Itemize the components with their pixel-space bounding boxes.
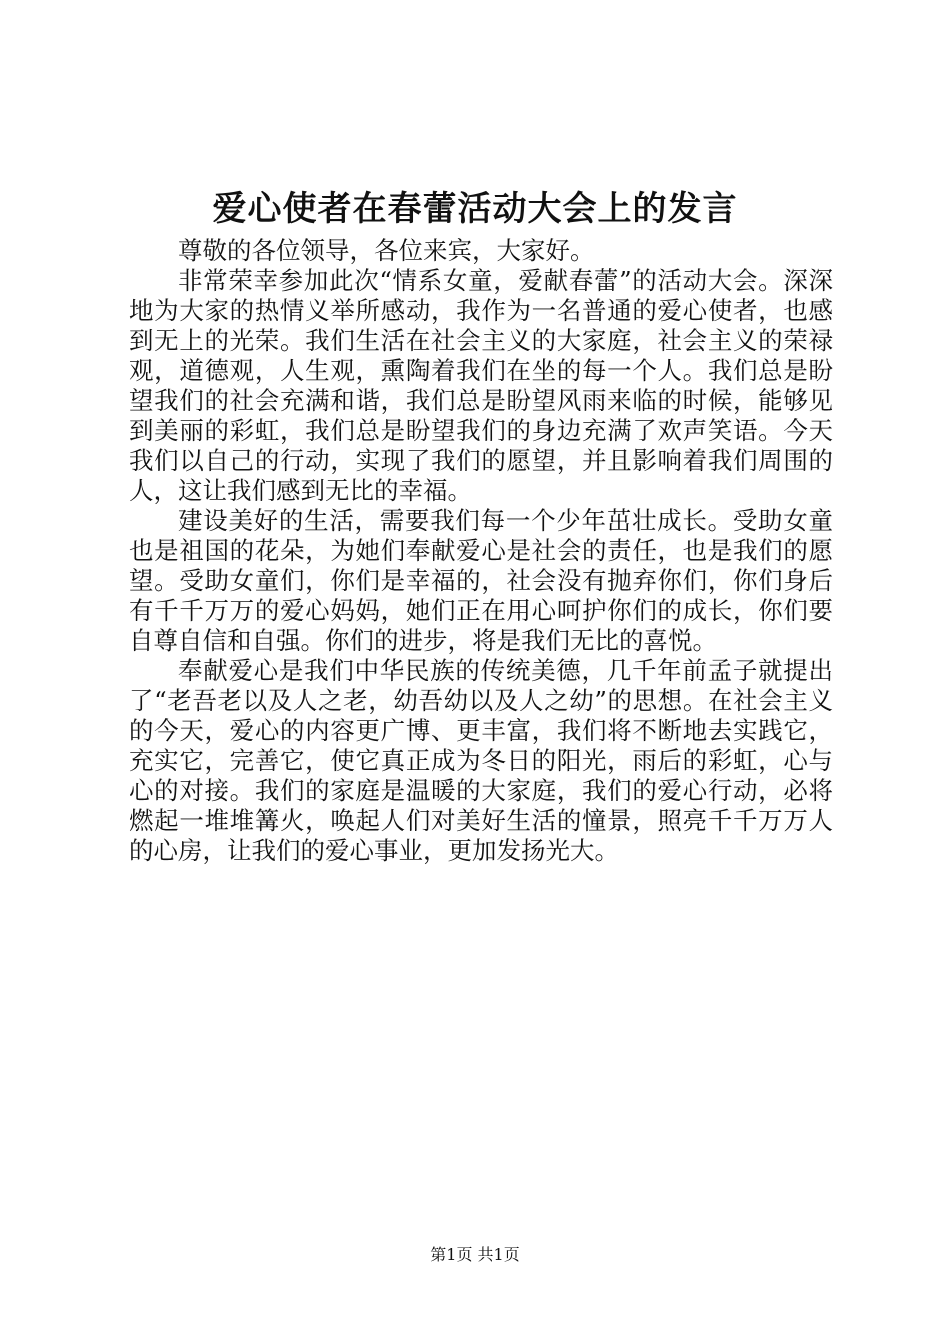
paragraph-greeting: 尊敬的各位领导，各位来宾，大家好。 [178,236,595,265]
paragraph-2: 建设美好的生活，需要我们每一个少年茁壮成长。受助女童也是祖国的花朵，为她们奉献爱心是社会的责任，也是我们的愿望。受助女童们，你们是幸福的，社会没有抛弃你们，你们身后有千千万万的爱心妈妈，她们正在用心呵护你们的成长，你们要自尊自信和自强。你们的进步，将是我们无比的喜悦。 [129,506,833,655]
document-title: 爱心使者在春蕾活动大会上的发言 [212,189,738,229]
document-body [129,236,833,866]
paragraph-1: 非常荣幸参加此次“情系女童，爱献春蕾”的活动大会。深深地为大家的热情义举所感动，我作为一名普通的爱心使者，也感到无上的光荣。我们生活在社会主义的大家庭，社会主义的荣禄观，道德观，人生观，熏陶着我们在坐的每一个人。我们总是盼望我们的社会充满和谐，我们总是盼望风雨来临的时候，能够见到美丽的彩虹，我们总是盼望我们的身边充满了欢声笑语。今天我们以自己的行动，实现了我们的愿望，并且影响着我们周围的人，这让我们感到无比的幸福。 [129,266,833,505]
paragraph-3: 奉献爱心是我们中华民族的传统美德，几千年前孟子就提出了“老吾老以及人之老，幼吾幼以及人之幼”的思想。在社会主义的今天，爱心的内容更广博、更丰富，我们将不断地去实践它，充实它，完善它，使它真正成为冬日的阳光，雨后的彩虹，心与心的对接。我们的家庭是温暖的大家庭，我们的爱心行动，必将燃起一堆堆篝火，唤起人们对美好生活的憧景，照亮千千万万人的心房，让我们的爱心事业，更加发扬光大。 [129,656,833,865]
page-footer: 第1页 共1页 [430,1245,520,1264]
